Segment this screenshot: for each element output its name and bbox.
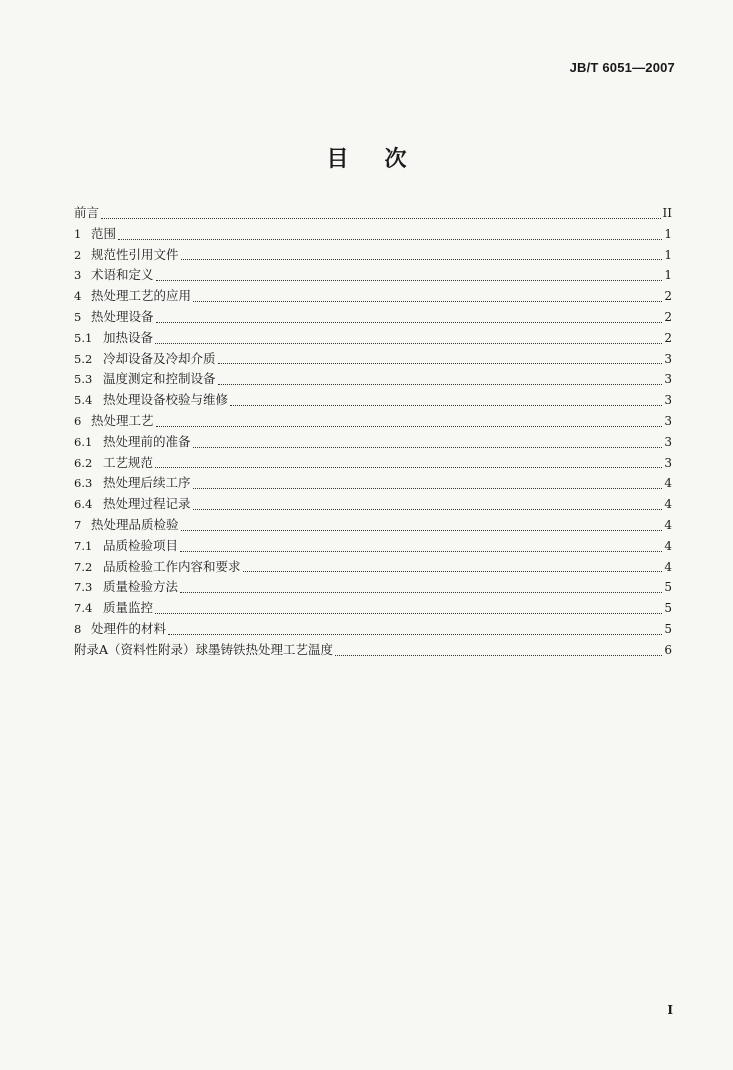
toc-leader-dots xyxy=(335,655,662,656)
toc-entry[interactable] xyxy=(74,640,672,661)
toc-leader-dots xyxy=(218,384,663,385)
toc-entry-number: 5.4 xyxy=(74,393,93,408)
toc-leader-dots xyxy=(218,363,663,364)
toc-leader-dots xyxy=(168,634,662,635)
toc-entry-label: 工艺规范 xyxy=(103,454,154,470)
toc-entry[interactable] xyxy=(74,390,672,411)
toc-entry-label: 前言 xyxy=(74,205,100,220)
toc-entry-page: 3 xyxy=(664,372,672,387)
standard-number: JB/T 6051—2007 xyxy=(569,60,675,75)
toc-entry-page: 5 xyxy=(664,621,672,636)
toc-leader-dots xyxy=(193,447,663,448)
toc-leader-dots xyxy=(155,343,662,344)
toc-entry-page: 3 xyxy=(664,393,672,408)
toc-entry-number: 7.4 xyxy=(74,601,93,616)
toc-entry-page: 2 xyxy=(664,289,672,304)
toc-leader-dots xyxy=(118,239,662,240)
toc-entry-label: 术语和定义 xyxy=(91,267,154,283)
toc-entry[interactable] xyxy=(74,245,672,266)
page-number: I xyxy=(667,1003,673,1017)
toc-entry[interactable] xyxy=(74,494,672,515)
toc-entry-number: 8 xyxy=(74,621,82,636)
toc-leader-dots xyxy=(181,259,663,260)
table-of-contents xyxy=(74,203,672,661)
toc-entry-page: 2 xyxy=(664,330,672,345)
toc-entry-number: 6.2 xyxy=(74,455,93,470)
toc-leader-dots xyxy=(180,551,662,552)
toc-entry-number: 1 xyxy=(74,226,82,241)
toc-entry-number: 6.4 xyxy=(74,497,93,512)
toc-entry-number: 6.1 xyxy=(74,434,93,449)
toc-leader-dots xyxy=(155,613,662,614)
toc-entry-label: 热处理品质检验 xyxy=(91,516,179,532)
toc-entry[interactable] xyxy=(74,577,672,598)
toc-entry-label: 温度测定和控制设备 xyxy=(103,371,216,387)
toc-entry-label: 热处理设备校验与维修 xyxy=(103,392,229,408)
toc-leader-dots xyxy=(101,218,661,219)
toc-entry-page: 1 xyxy=(664,268,672,283)
toc-leader-dots xyxy=(230,405,662,406)
toc-entry-number: 7.3 xyxy=(74,580,93,595)
toc-entry[interactable] xyxy=(74,224,672,245)
toc-entry[interactable] xyxy=(74,598,672,619)
toc-entry-page: 4 xyxy=(664,559,672,574)
toc-entry-number: 5.3 xyxy=(74,372,93,387)
toc-entry[interactable] xyxy=(74,432,672,453)
toc-entry-label: 热处理过程记录 xyxy=(103,496,191,512)
toc-entry[interactable] xyxy=(74,557,672,578)
toc-entry-page: 6 xyxy=(664,642,672,657)
toc-entry-number: 3 xyxy=(74,268,82,283)
toc-entry-label: 冷却设备及冷却介质 xyxy=(103,350,216,366)
toc-entry-page: 3 xyxy=(664,434,672,449)
toc-entry[interactable] xyxy=(74,265,672,286)
toc-entry-number: 5.2 xyxy=(74,351,93,366)
toc-entry-label: 质量检验方法 xyxy=(103,579,179,595)
toc-entry-page: 5 xyxy=(664,601,672,616)
toc-entry-label: 质量监控 xyxy=(103,600,154,616)
toc-leader-dots xyxy=(193,509,663,510)
toc-leader-dots xyxy=(243,571,663,572)
toc-entry-number: 6.3 xyxy=(74,476,93,491)
toc-entry-page: 1 xyxy=(664,226,672,241)
toc-leader-dots xyxy=(155,467,662,468)
toc-entry-label: 附录A（资料性附录）球墨铸铁热处理工艺温度 xyxy=(74,641,334,657)
toc-entry-page: 4 xyxy=(664,476,672,491)
toc-entry[interactable] xyxy=(74,536,672,557)
toc-entry-label: 处理件的材料 xyxy=(91,620,167,636)
toc-entry-page: 3 xyxy=(664,413,672,428)
toc-entry[interactable] xyxy=(74,369,672,390)
toc-entry-page: 3 xyxy=(664,351,672,366)
toc-entry-page: 2 xyxy=(664,309,672,324)
toc-entry[interactable] xyxy=(74,349,672,370)
toc-entry-page: 4 xyxy=(664,497,672,512)
toc-entry-label: 热处理设备 xyxy=(91,308,154,324)
toc-entry-label: 规范性引用文件 xyxy=(91,246,179,262)
toc-entry-page: 4 xyxy=(664,538,672,553)
toc-entry-number: 7.1 xyxy=(74,538,93,553)
toc-entry-label: 热处理后续工序 xyxy=(103,475,191,491)
toc-leader-dots xyxy=(193,301,662,302)
toc-entry-label: 热处理工艺的应用 xyxy=(91,288,192,304)
toc-entry-number: 2 xyxy=(74,247,82,262)
toc-leader-dots xyxy=(181,530,663,531)
toc-leader-dots xyxy=(156,322,663,323)
toc-entry-number: 7 xyxy=(74,517,82,532)
toc-entry-label: 品质检验项目 xyxy=(103,537,179,553)
toc-entry-number: 5 xyxy=(74,309,82,324)
toc-entry-page: 3 xyxy=(664,455,672,470)
toc-entry[interactable] xyxy=(74,473,672,494)
toc-entry-number: 7.2 xyxy=(74,559,93,574)
toc-entry-label: 品质检验工作内容和要求 xyxy=(103,558,241,574)
toc-entry-number: 5.1 xyxy=(74,330,93,345)
toc-entry-label: 热处理前的准备 xyxy=(103,433,191,449)
toc-entry-page: 1 xyxy=(664,247,672,262)
toc-leader-dots xyxy=(180,592,662,593)
toc-entry-page: II xyxy=(662,206,672,220)
toc-entry[interactable] xyxy=(74,286,672,307)
toc-entry[interactable] xyxy=(74,203,672,224)
toc-entry[interactable] xyxy=(74,411,672,432)
toc-entry-label: 热处理工艺 xyxy=(91,412,154,428)
toc-leader-dots xyxy=(156,426,663,427)
toc-entry-page: 5 xyxy=(664,580,672,595)
toc-entry-label: 加热设备 xyxy=(103,329,154,345)
toc-title: 目次 xyxy=(326,146,443,172)
toc-entry[interactable] xyxy=(74,453,672,474)
toc-leader-dots xyxy=(156,280,663,281)
toc-entry[interactable] xyxy=(74,328,672,349)
toc-entry-number: 4 xyxy=(74,289,82,304)
toc-entry-label: 范围 xyxy=(91,225,117,241)
toc-entry[interactable] xyxy=(74,515,672,536)
toc-leader-dots xyxy=(193,488,663,489)
toc-entry-page: 4 xyxy=(664,517,672,532)
toc-entry-number: 6 xyxy=(74,413,82,428)
toc-entry[interactable] xyxy=(74,307,672,328)
toc-entry[interactable] xyxy=(74,619,672,640)
